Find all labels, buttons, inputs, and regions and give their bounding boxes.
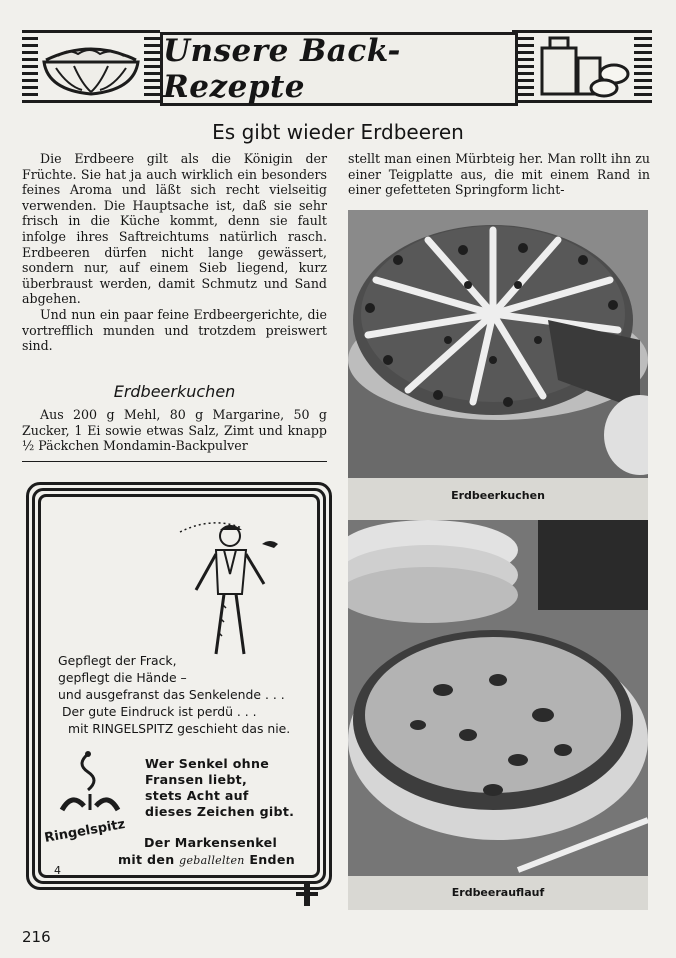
brand-logo-text: Ringelspitz <box>43 817 127 846</box>
ad-tagline-2 <box>118 852 318 869</box>
ad-verse-line: und ausgefranst das Senkelende . . . <box>58 687 285 702</box>
ad-slogan-line: Wer Senkel ohne <box>145 756 270 771</box>
baking-ingredients-icon <box>534 34 634 100</box>
ad-verse <box>58 652 318 737</box>
ad-slogan <box>145 756 315 820</box>
ad-slogan-line: dieses Zeichen gibt. <box>145 804 295 819</box>
tagline-prefix: mit den <box>118 852 175 867</box>
strawberry-casserole-photo <box>348 520 648 876</box>
ad-slogan-line: stets Acht auf <box>145 788 249 803</box>
banner-title-box <box>160 32 518 106</box>
ad-verse-line: Der gute Eindruck ist perdü . . . <box>62 704 257 719</box>
gentleman-illustration <box>172 514 292 664</box>
ad-corner-number: 4 <box>54 864 61 877</box>
lace-tip-cross <box>296 892 318 896</box>
photo-caption-bottom: Erdbeerauflauf <box>451 886 545 899</box>
intro-paragraph: Die Erdbeere gilt als die Königin der Früchte. Sie hat ja auch wirklich ein besonders feines Aroma und läßt sich recht vielseitig verwenden. Die Hauptsache ist, daß sie sehr frisch in die Küche kommt, denn sie fault infolge ihres Saftreichtums natürlich rasch. Erdbeeren dürfen nicht lange gewässert, sondern nur, auf einem Sieb liegend, kurz überbraust werden, damit Schmutz und Sand abgehen. <box>22 151 327 307</box>
strawberry-cake-photo <box>348 210 648 478</box>
ad-tagline-1: Der Markensenkel <box>144 835 278 850</box>
header-banner <box>22 30 652 104</box>
column-divider <box>22 461 327 462</box>
ad-slogan-line: Fransen liebt, <box>145 772 248 787</box>
recipe-title: Erdbeerkuchen <box>113 382 236 401</box>
recipe-text-block <box>22 407 327 454</box>
ad-verse-line: mit RINGELSPITZ geschieht das nie. <box>68 721 291 736</box>
tagline-suffix: Enden <box>249 852 295 867</box>
tagline-script-word: geballelten <box>179 854 245 867</box>
continued-text-block <box>348 151 650 198</box>
ad-verse-line: Gepflegt der Frack, <box>58 653 177 668</box>
article-title: Es gibt wieder Erdbeeren <box>212 120 464 144</box>
intro-paragraph: Und nun ein paar feine Erdbeergerichte, die vortrefflich munden und trotzdem preiswert sind. <box>22 306 327 354</box>
continued-text: stellt man einen Mürbteig her. Man rollt ihn zu einer Teigplatte aus, die mit einem Rand in einer gefetteten Springform licht- <box>348 151 650 198</box>
recipe-text: Aus 200 g Mehl, 80 g Margarine, 50 g Zucker, 1 Ei sowie etwas Salz, Zimt und knapp ½ Päckchen Mondamin-Backpulver <box>22 407 327 454</box>
photo-caption-top: Erdbeerkuchen <box>451 489 545 502</box>
page-title: Unsere Back-Rezepte <box>163 33 401 105</box>
ringelspitz-advertisement <box>22 478 332 908</box>
bowl-icon <box>38 34 144 100</box>
intro-text <box>22 151 327 354</box>
page-number: 216 <box>22 928 51 946</box>
ad-verse-line: gepflegt die Hände – <box>58 670 187 685</box>
